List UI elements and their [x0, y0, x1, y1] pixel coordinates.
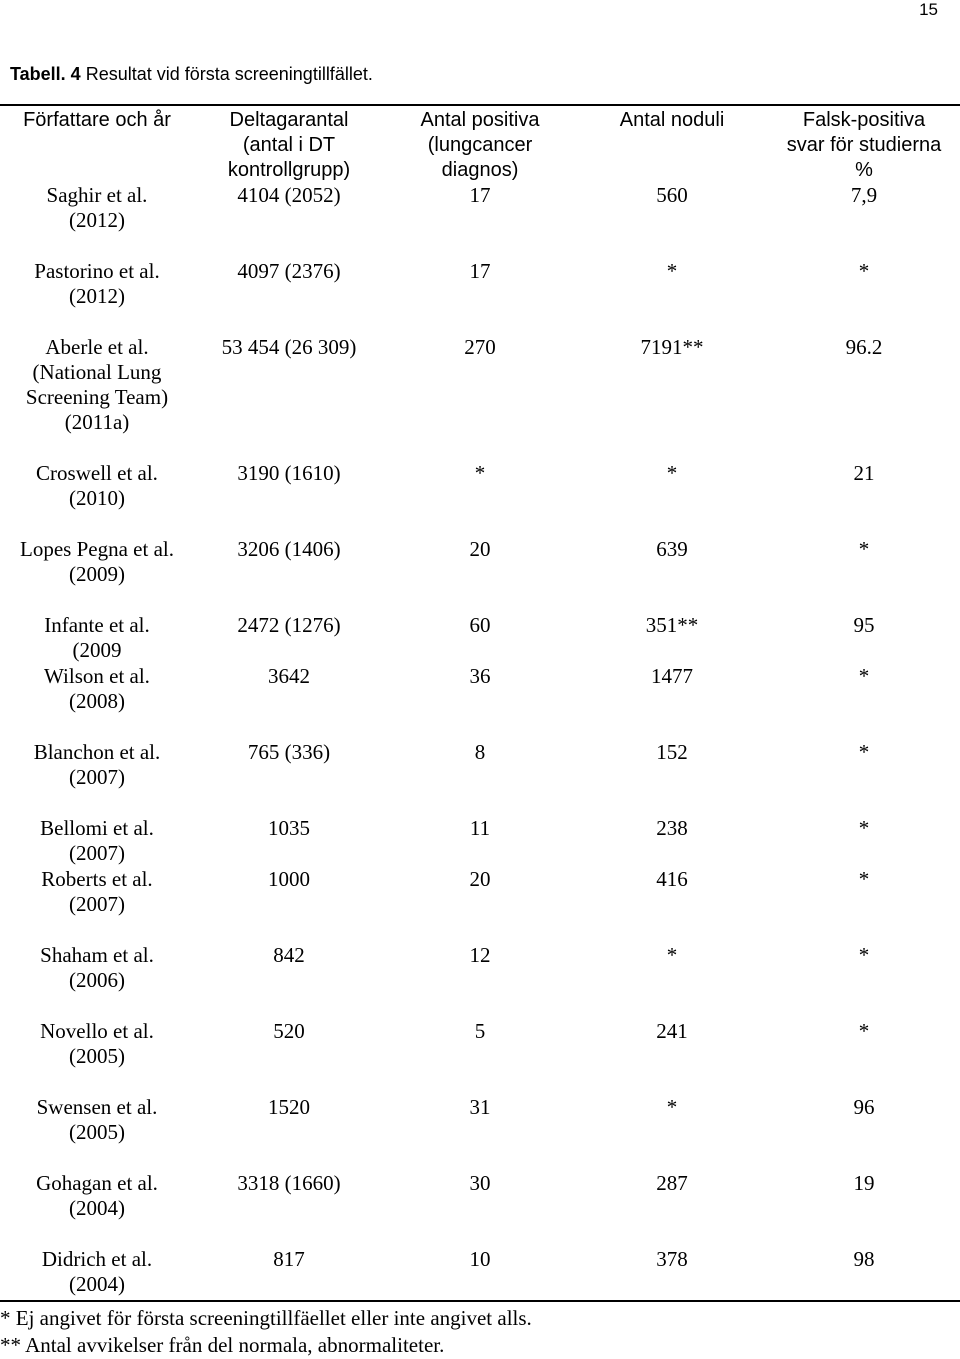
table-row [0, 461, 960, 537]
cell-author: Gohagan et al. (2004) [36, 1171, 158, 1220]
cell-participants: 4097 (2376) [237, 259, 341, 283]
cell-participants: 3190 (1610) [237, 461, 341, 485]
cell-positives: 10 [469, 1247, 491, 1271]
cell-participants: 53 454 (26 309) [221, 335, 357, 359]
table-row [0, 1095, 960, 1171]
footnote-double-asterisk: ** Antal avvikelser från del normala, abnormaliteter. [0, 1333, 445, 1357]
header-row [0, 108, 960, 183]
table-bottom-rule [0, 1300, 960, 1302]
table-row [0, 259, 960, 335]
header-nodules: Antal noduli [619, 109, 725, 131]
table-top-rule [0, 104, 960, 106]
cell-false-positive: * [858, 740, 870, 764]
cell-participants: 1520 [268, 1095, 310, 1119]
cell-false-positive: 19 [853, 1171, 875, 1195]
footnotes [0, 1305, 532, 1359]
cell-positives: 30 [469, 1171, 491, 1195]
cell-author: Roberts et al. (2007) [41, 867, 153, 916]
cell-positives: 20 [469, 537, 491, 561]
cell-false-positive: 98 [853, 1247, 875, 1271]
cell-author: Didrich et al. (2004) [41, 1247, 153, 1296]
header-participants: Deltagarantal (antal i DT kontrollgrupp) [227, 109, 351, 181]
table-row [0, 816, 960, 867]
cell-positives: * [474, 461, 486, 485]
cell-participants: 2472 (1276) [237, 613, 341, 637]
cell-nodules: 560 [656, 183, 688, 207]
cell-positives: 5 [474, 1019, 486, 1043]
cell-author: Swensen et al. (2005) [36, 1095, 158, 1144]
cell-participants: 3642 [268, 664, 310, 688]
cell-participants: 3206 (1406) [237, 537, 341, 561]
cell-participants: 3318 (1660) [237, 1171, 341, 1195]
results-table [0, 108, 960, 1297]
cell-false-positive: * [858, 259, 870, 283]
cell-participants: 4104 (2052) [237, 183, 341, 207]
cell-author: Saghir et al. (2012) [46, 183, 148, 232]
cell-nodules: 287 [656, 1171, 688, 1195]
footnote-single-asterisk: * Ej angivet för första screeningtillfäellet eller inte angivet alls. [0, 1306, 532, 1330]
cell-participants: 765 (336) [247, 740, 331, 764]
cell-author: Shaham et al. (2006) [40, 943, 154, 992]
cell-nodules: * [666, 461, 678, 485]
cell-positives: 36 [469, 664, 491, 688]
table-row [0, 943, 960, 1019]
cell-participants: 842 [273, 943, 305, 967]
cell-positives: 17 [469, 183, 491, 207]
cell-positives: 20 [469, 867, 491, 891]
cell-author: Aberle et al. (National Lung Screening Team) (2011a) [25, 335, 169, 434]
header-author: Författare och år [23, 109, 171, 131]
header-positives: Antal positiva (lungcancer diagnos) [420, 109, 540, 181]
header-false-positive: Falsk-positiva svar för studierna % [786, 109, 942, 181]
cell-nodules: 416 [656, 867, 688, 891]
table-row [0, 740, 960, 816]
cell-nodules: 378 [656, 1247, 688, 1271]
cell-author: Blanchon et al. (2007) [33, 740, 161, 789]
cell-nodules: 1477 [651, 664, 693, 688]
table-row [0, 335, 960, 461]
cell-author: Bellomi et al. (2007) [40, 816, 154, 865]
table-caption [10, 64, 373, 85]
cell-false-positive: * [858, 867, 870, 891]
cell-nodules: 241 [656, 1019, 688, 1043]
cell-nodules: 152 [656, 740, 688, 764]
cell-nodules: * [666, 943, 678, 967]
cell-participants: 817 [273, 1247, 305, 1271]
cell-false-positive: 21 [853, 461, 875, 485]
table-row [0, 1247, 960, 1297]
cell-false-positive: 96 [853, 1095, 875, 1119]
cell-participants: 520 [273, 1019, 305, 1043]
cell-participants: 1035 [268, 816, 310, 840]
cell-false-positive: * [858, 816, 870, 840]
table-row [0, 613, 960, 664]
cell-participants: 1000 [268, 867, 310, 891]
cell-false-positive: 95 [853, 613, 875, 637]
cell-nodules: 639 [656, 537, 688, 561]
table-row [0, 1019, 960, 1095]
cell-positives: 11 [469, 816, 491, 840]
table-row [0, 1171, 960, 1247]
cell-nodules: * [666, 1095, 678, 1119]
cell-author: Lopes Pegna et al. (2009) [20, 537, 174, 586]
cell-positives: 8 [474, 740, 486, 764]
cell-false-positive: * [858, 537, 870, 561]
table-header [0, 108, 960, 183]
cell-nodules: 238 [656, 816, 688, 840]
cell-author: Croswell et al. (2010) [36, 461, 158, 510]
table-row [0, 664, 960, 740]
cell-false-positive: 96.2 [845, 335, 883, 359]
cell-nodules: 7191** [640, 335, 704, 359]
cell-positives: 60 [469, 613, 491, 637]
table-row [0, 183, 960, 259]
cell-positives: 270 [464, 335, 496, 359]
table-row [0, 867, 960, 943]
cell-positives: 17 [469, 259, 491, 283]
cell-false-positive: * [858, 1019, 870, 1043]
table-body [0, 183, 960, 1297]
cell-false-positive: * [858, 943, 870, 967]
cell-author: Novello et al. (2005) [40, 1019, 154, 1068]
caption-label: Tabell. 4 [10, 64, 81, 84]
cell-nodules: 351** [645, 613, 699, 637]
cell-false-positive: 7,9 [850, 183, 878, 207]
caption-text: Resultat vid första screeningtillfället. [80, 64, 373, 84]
cell-false-positive: * [858, 664, 870, 688]
cell-author: Infante et al. (2009 [44, 613, 150, 662]
table-row [0, 537, 960, 613]
page-number: 15 [919, 0, 938, 19]
cell-author: Pastorino et al. (2012) [34, 259, 160, 308]
cell-nodules: * [666, 259, 678, 283]
cell-author: Wilson et al. (2008) [44, 664, 150, 713]
cell-positives: 12 [469, 943, 491, 967]
cell-positives: 31 [469, 1095, 491, 1119]
